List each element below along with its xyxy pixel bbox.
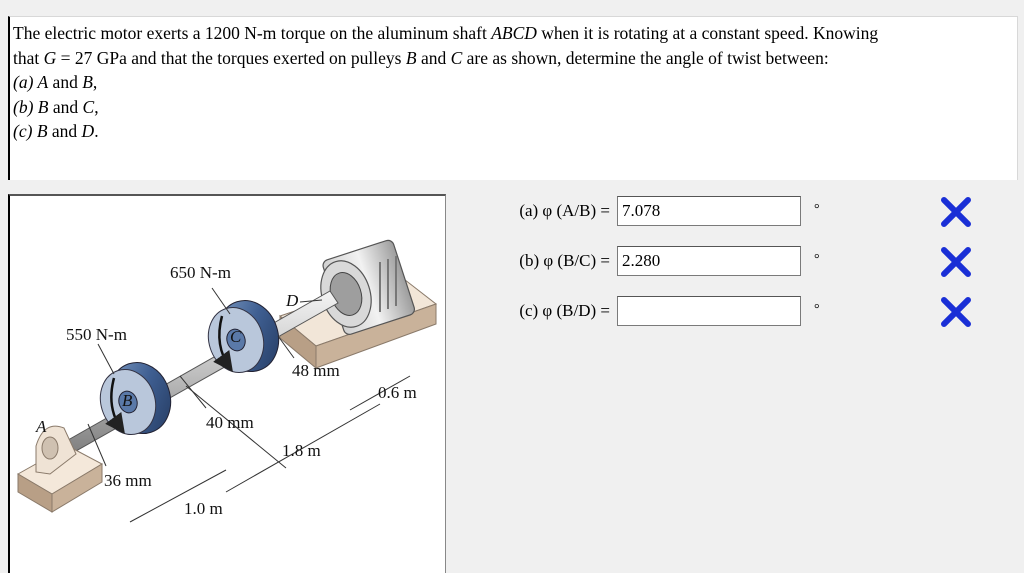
degree-unit-c: °: [814, 302, 820, 317]
question-part-b: (b) B and C,: [13, 96, 99, 117]
point-b-label: B: [122, 391, 133, 410]
diameter-bc-label: 40 mm: [206, 413, 254, 432]
question-line-1: The electric motor exerts a 1200 N-m torque on the aluminum shaft ABCD when it is rotating at a constant speed. Knowing: [13, 23, 879, 43]
answer-label-b: (b) φ (B/C) =: [519, 251, 610, 270]
answer-label-c: (c) φ (B/D) =: [519, 301, 610, 320]
degree-unit-a: °: [814, 202, 820, 217]
question-part-c: (c) B and D.: [13, 121, 99, 141]
answer-input-c[interactable]: [617, 296, 801, 326]
diameter-cd-label: 48 mm: [292, 361, 340, 380]
point-c-label: C: [230, 327, 242, 346]
answer-input-b[interactable]: [617, 246, 801, 276]
question-part-a: (a) A and B,: [13, 72, 98, 92]
figure-panel: [8, 194, 446, 573]
degree-unit-b: °: [814, 252, 820, 267]
length-ab-label: 1.0 m: [184, 499, 223, 518]
answer-input-a[interactable]: [617, 196, 801, 226]
answer-row-b: [470, 246, 610, 278]
length-cd-label: 0.6 m: [378, 383, 417, 402]
answer-row-a: [470, 196, 610, 228]
leader-torque-c: [212, 288, 230, 314]
question-panel: [8, 16, 1018, 180]
torque-b-label: 550 N-m: [66, 325, 127, 344]
answer-row-c: [470, 296, 610, 328]
point-d-label: D: [286, 291, 299, 310]
length-bc-label: 1.8 m: [282, 441, 321, 460]
point-a-label: A: [36, 417, 47, 436]
x-mark-icon: [940, 197, 972, 227]
dimension-lines: [130, 376, 410, 522]
leader-torque-b: [98, 344, 114, 374]
x-mark-icon: [940, 297, 972, 327]
question-line-2: that G = 27 GPa and that the torques exerted on pulleys B and C are as shown, determine the angle of twist between:: [13, 47, 829, 68]
diameter-ab-label: 36 mm: [104, 471, 152, 490]
torque-c-label: 650 N-m: [170, 263, 231, 282]
shaft-diagram: [10, 196, 446, 573]
x-mark-icon: [940, 247, 972, 277]
answer-label-a: (a) φ (A/B) =: [519, 201, 610, 220]
